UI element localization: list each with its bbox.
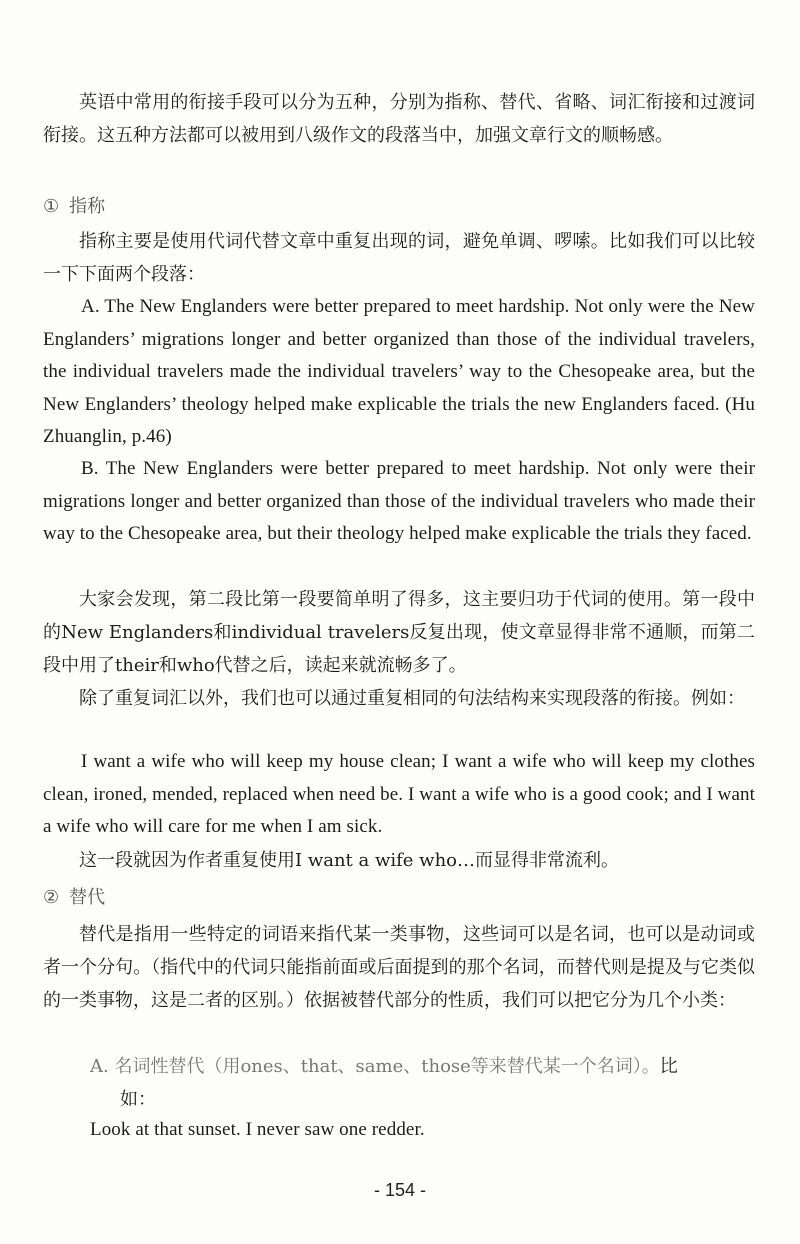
circled-number-1: ① bbox=[43, 196, 60, 217]
fluency-note-paragraph: 这一段就因为作者重复使用I want a wife who…而显得非常流利。 bbox=[79, 850, 620, 871]
subsection-tail: 比 bbox=[659, 1056, 678, 1077]
page-number: - 154 - bbox=[373, 1180, 427, 1200]
example-paragraph-b: B. The New Englanders were better prepared to meet hardship. Not only were their migrations longer and better organized than those of the individual travelers who made their way to the Chesopeake area, but their theology helped make explicable the trials they faced. bbox=[43, 458, 755, 544]
syntax-repetition-paragraph: 除了重复词汇以外，我们也可以通过重复相同的句法结构来实现段落的衔接。例如： bbox=[79, 688, 745, 709]
section-title: 替代 bbox=[69, 887, 106, 908]
subsection-nominal-substitution bbox=[90, 1050, 755, 1116]
circled-number-2: ② bbox=[43, 887, 60, 908]
comparison-paragraph: 大家会发现，第二段比第一段要简单明了得多，这主要归功于代词的使用。第一段中的New Englanders和individual travelers反复出现，使文章显得非常不通顺，而第二段中用了their和who代替之后，读起来就流畅多了。 bbox=[43, 589, 755, 676]
reference-intro-paragraph: 指称主要是使用代词代替文章中重复出现的词，避免单调、啰嗦。比如我们可以比较一下下面两个段落： bbox=[43, 231, 755, 285]
example-paragraph-wife: I want a wife who will keep my house clean; I want a wife who will keep my clothes clean, ironed, mended, replaced when need be. I want a wife who is a good cook; and I want a wife who will care for me when I am sick. bbox=[43, 751, 755, 837]
subsection-label: A. 名词性替代（用ones、that、same、those等来替代某一个名词）。 bbox=[90, 1056, 660, 1077]
subsection-continuation: 如： bbox=[120, 1089, 156, 1110]
section-title: 指称 bbox=[69, 196, 106, 217]
example-sunset: Look at that sunset. I never saw one redder. bbox=[90, 1119, 425, 1140]
example-paragraph-a: A. The New Englanders were better prepared to meet hardship. Not only were the New Englanders’ migrations longer and better organized than those of the individual travelers, the individual travelers made the individual travelers’ way to the Chesopeake area, but the New Englanders’ theology helped make explicable the trials the new Englanders faced. (Hu Zhuanglin, p.46) bbox=[43, 296, 755, 447]
section-heading-reference bbox=[43, 192, 105, 222]
intro-paragraph: 英语中常用的衔接手段可以分为五种，分别为指称、替代、省略、词汇衔接和过渡词衔接。这五种方法都可以被用到八级作文的段落当中，加强文章行文的顺畅感。 bbox=[43, 92, 755, 146]
substitution-intro-paragraph: 替代是指用一些特定的词语来指代某一类事物，这些词可以是名词，也可以是动词或者一个分句。（指代中的代词只能指前面或后面提到的那个名词，而替代则是提及与它类似的一类事物，这是二者的区别。）依据被替代部分的性质，我们可以把它分为几个小类： bbox=[43, 924, 755, 1011]
section-heading-substitution bbox=[43, 883, 105, 913]
